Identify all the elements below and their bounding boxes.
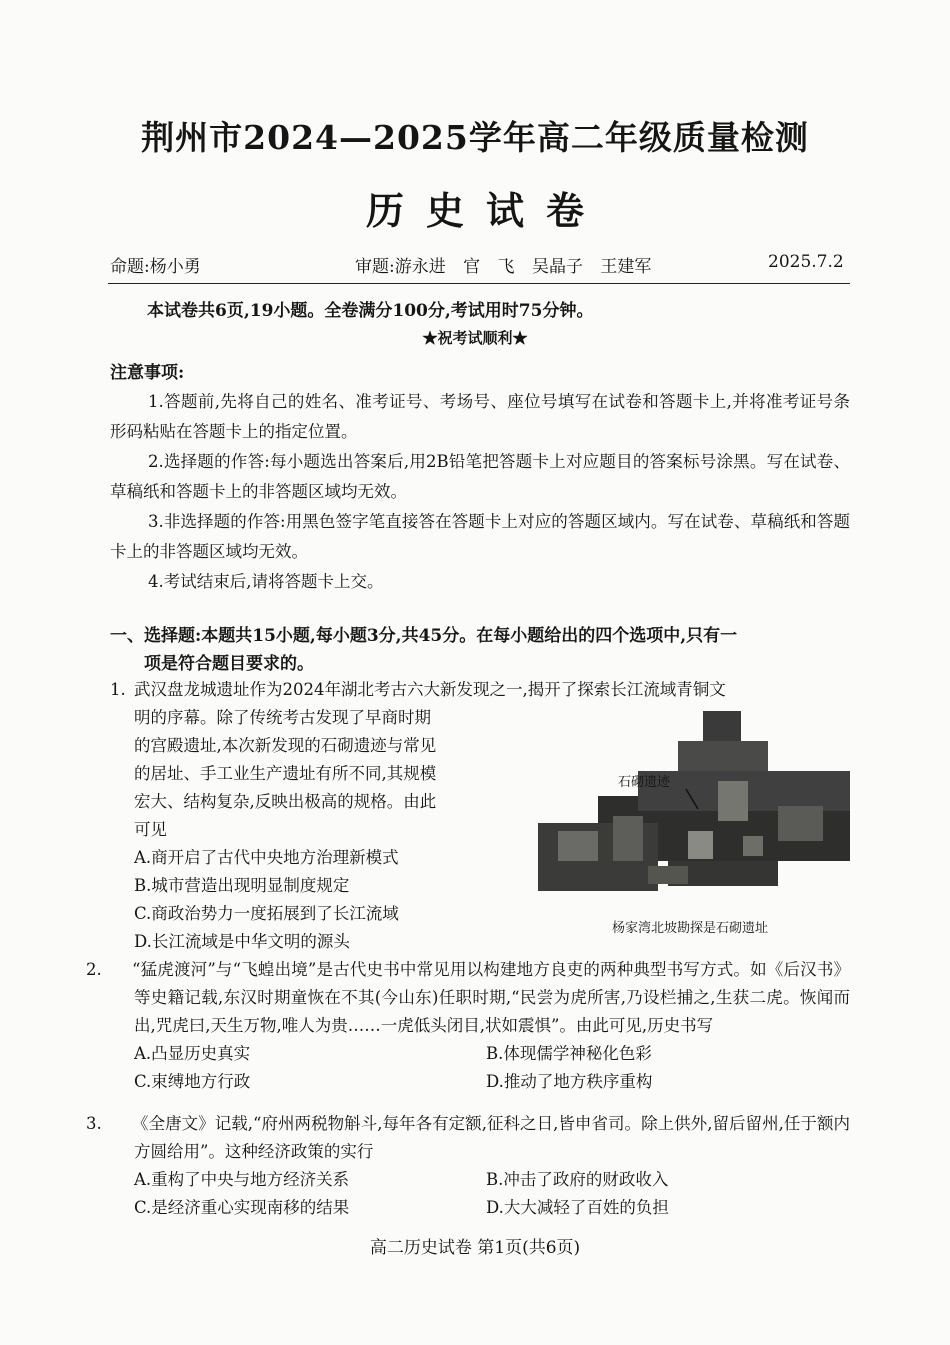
notice-heading: 注意事项: — [110, 363, 185, 383]
option-d: D.推动了地方秩序重构 — [486, 1072, 653, 1091]
subject-title: 历史试卷 — [365, 188, 606, 233]
exam-intro: 本试卷共6页,19小题。全卷满分100分,考试用时75分钟。 — [147, 301, 594, 321]
section-heading-line2: 项是符合题目要求的。 — [144, 654, 314, 674]
section-heading — [110, 622, 850, 678]
notice-item: 3.非选择题的作答:用黑色签字笔直接答在答题卡上对应的答题区域内。写在试卷、草稿纸和答题卡上的非答题区域均无效。 — [110, 512, 850, 561]
question-text-line: 明的序幕。除了传统考古发现了早商时期 — [134, 708, 431, 727]
question-2 — [86, 956, 850, 1096]
question-number: 2. — [86, 960, 102, 979]
option-b: B.城市营造出现明显制度规定 — [134, 876, 350, 895]
option-c: C.束缚地方行政 — [134, 1072, 251, 1091]
notice-item: 2.选择题的作答:每小题选出答案后,用2B铅笔把答题卡上对应题目的答案标号涂黑。写在试卷、草稿纸和答题卡上的非答题区域均无效。 — [110, 452, 850, 501]
exam-title: 荆州市2024—2025学年高二年级质量检测 — [141, 118, 809, 157]
option-c: C.是经济重心实现南移的结果 — [134, 1198, 350, 1217]
question-text-line: 的宫殿遗址,本次新发现的石砌遗迹与常见 — [134, 736, 437, 755]
good-luck-line: ★祝考试顺利★ — [422, 329, 528, 347]
question-text: 《全唐文》记载,“府州两税物斛斗,每年各有定额,征科之日,皆申省司。除上供外,留后留州,任于额内方圆给用”。这种经济政策的实行 — [132, 1114, 850, 1161]
option-c: C.商政治势力一度拓展到了长江流域 — [134, 904, 399, 923]
option-d: D.大大减轻了百姓的负担 — [486, 1198, 669, 1217]
notice-list — [110, 387, 850, 597]
option-d: D.长江流域是中华文明的源头 — [134, 932, 350, 951]
question-text: “猛虎渡河”与“飞蝗出境”是古代史书中常见用以构建地方良吏的两种典型书写方式。如《后汉书》等史籍记载,东汉时期童恢在不其(今山东)任职时期,“民尝为虎所害,乃设栏捕之,生获二虎。恢闻而出,咒虎曰,天生万物,唯人为贵……一虎低头闭目,状如震惧”。由此可见,历史书写 — [132, 960, 850, 1035]
notice-item: 1.答题前,先将自己的姓名、准考证号、考场号、座位号填写在试卷和答题卡上,并将准考证号条形码粘贴在答题卡上的指定位置。 — [110, 392, 850, 441]
question-text-line: 可见 — [134, 820, 167, 839]
option-a: A.凸显历史真实 — [134, 1044, 251, 1063]
exam-date: 2025.7.2 — [768, 252, 844, 272]
figure-caption: 杨家湾北坡勘探是石砌遗址 — [612, 921, 769, 936]
page-footer: 高二历史试卷 第1页(共6页) — [369, 1238, 581, 1258]
author: 命题:杨小勇 — [110, 257, 201, 277]
option-b: B.冲击了政府的财政收入 — [486, 1170, 669, 1189]
question-text-line: 武汉盘龙城遗址作为2024年湖北考古六大新发现之一,揭开了探索长江流域青铜文 — [134, 680, 726, 699]
option-b: B.体现儒学神秘化色彩 — [486, 1044, 652, 1063]
question-number: 1. — [110, 680, 126, 699]
options — [110, 1166, 850, 1222]
question-3 — [86, 1110, 850, 1222]
header-divider — [108, 283, 850, 284]
reviewers: 审题:游永进 官 飞 吴晶子 王建军 — [355, 257, 652, 277]
option-a: A.重构了中央与地方经济关系 — [134, 1170, 350, 1189]
notice-item: 4.考试结束后,请将答题卡上交。 — [148, 572, 384, 591]
excavation-photo — [538, 711, 850, 891]
question-text-line: 宏大、结构复杂,反映出极高的规格。由此 — [134, 792, 437, 811]
question-number: 3. — [86, 1114, 102, 1133]
options — [110, 1040, 850, 1096]
question-text-line: 的居址、手工业生产遗址有所不同,其规模 — [134, 764, 437, 783]
section-heading-line1: 一、选择题:本题共15小题,每小题3分,共45分。在每小题给出的四个选项中,只有一 — [110, 626, 738, 646]
figure-label: 石砌遗迹 — [618, 775, 671, 790]
option-a: A.商开启了古代中央地方治理新模式 — [134, 848, 399, 867]
